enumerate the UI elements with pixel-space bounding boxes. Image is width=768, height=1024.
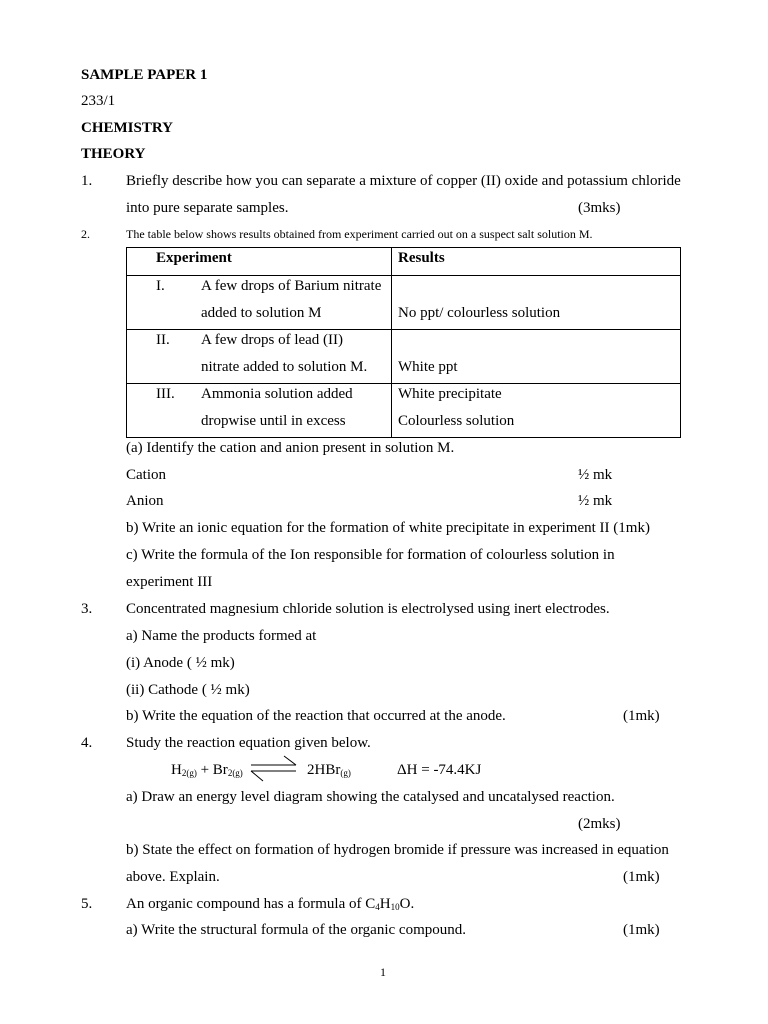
experiment-line2: added to solution M bbox=[201, 305, 322, 321]
result-line2: Colourless solution bbox=[398, 413, 515, 429]
product-subscript: (g) bbox=[340, 768, 351, 778]
q4-number: 4. bbox=[81, 735, 93, 751]
q3-cathode: (ii) Cathode ( ½ mk) bbox=[126, 682, 250, 698]
reaction-equation-product bbox=[307, 761, 351, 779]
q2-part-a: (a) Identify the cation and anion present in solution M. bbox=[126, 440, 455, 456]
q3-anode: (i) Anode ( ½ mk) bbox=[126, 655, 235, 671]
experiment-number: II. bbox=[156, 332, 170, 348]
q5-text-prefix: An organic compound has a formula of C bbox=[126, 896, 376, 912]
q4-part-a: a) Draw an energy level diagram showing the catalysed and uncatalysed reaction. bbox=[126, 789, 615, 805]
carbon-subscript: 4 bbox=[375, 902, 380, 912]
q3-part-b: b) Write the equation of the reaction that occurred at the anode. bbox=[126, 708, 506, 724]
table-header-cell bbox=[392, 248, 681, 276]
q3-text: Concentrated magnesium chloride solution is electrolysed using inert electrodes. bbox=[126, 601, 610, 617]
experiment-line2: dropwise until in excess bbox=[201, 413, 346, 429]
q4-part-b-line1: b) State the effect on formation of hydrogen bromide if pressure was increased in equation bbox=[126, 842, 669, 858]
results-table bbox=[126, 247, 681, 438]
header-experiment: Experiment bbox=[156, 250, 232, 266]
experiment-cell bbox=[127, 384, 392, 438]
enthalpy-change: ΔH = -74.4KJ bbox=[397, 762, 482, 778]
bromine-subscript: 2(g) bbox=[227, 768, 243, 778]
table-row bbox=[127, 384, 681, 438]
hydrogen-symbol: H bbox=[379, 896, 391, 912]
q2-part-c-line2: experiment III bbox=[126, 574, 213, 590]
q5-part-a: a) Write the structural formula of the organic compound. bbox=[126, 922, 466, 938]
result-line2: No ppt/ colourless solution bbox=[398, 305, 561, 321]
table-header-row bbox=[127, 248, 681, 276]
experiment-number: III. bbox=[156, 386, 175, 402]
q5-text bbox=[126, 895, 414, 913]
q4-part-b-line2: above. Explain. bbox=[126, 869, 220, 885]
result-cell bbox=[392, 276, 681, 330]
q3-number: 3. bbox=[81, 601, 93, 617]
q5-text-suffix: O. bbox=[399, 896, 415, 912]
hydrogen-symbol: H bbox=[171, 762, 182, 778]
q1-text-line2: into pure separate samples. bbox=[126, 200, 289, 216]
table-row bbox=[127, 330, 681, 384]
equilibrium-arrow-icon bbox=[249, 755, 299, 783]
q5-part-a-marks: (1mk) bbox=[623, 922, 660, 938]
q3-part-a: a) Name the products formed at bbox=[126, 628, 317, 644]
experiment-line2: nitrate added to solution M. bbox=[201, 359, 368, 375]
paper-title: SAMPLE PAPER 1 bbox=[81, 67, 208, 83]
header-results: Results bbox=[398, 250, 445, 266]
subject-title: CHEMISTRY bbox=[81, 120, 173, 136]
paper-type: THEORY bbox=[81, 146, 146, 162]
q3-part-b-marks: (1mk) bbox=[623, 708, 660, 724]
reaction-equation-reactants bbox=[171, 761, 243, 779]
q1-marks: (3mks) bbox=[578, 200, 621, 216]
q2-number: 2. bbox=[81, 227, 90, 241]
paper-code: 233/1 bbox=[81, 93, 116, 109]
result-line2: White ppt bbox=[398, 359, 458, 375]
hydrogen-subscript: 10 bbox=[390, 902, 400, 912]
experiment-cell bbox=[127, 330, 392, 384]
page-number: 1 bbox=[380, 965, 386, 979]
q5-number: 5. bbox=[81, 896, 93, 912]
table-header-cell bbox=[127, 248, 392, 276]
anion-label: Anion bbox=[126, 493, 164, 509]
product-symbol: 2HBr bbox=[307, 762, 341, 778]
bromine-symbol: + Br bbox=[196, 762, 228, 778]
experiment-line1: A few drops of lead (II) bbox=[201, 332, 344, 348]
q1-text-line1: Briefly describe how you can separate a mixture of copper (II) oxide and potassium chloride bbox=[126, 173, 681, 189]
experiment-cell bbox=[127, 276, 392, 330]
table-row bbox=[127, 276, 681, 330]
result-cell bbox=[392, 384, 681, 438]
q2-intro: The table below shows results obtained from experiment carried out on a suspect salt solution M. bbox=[126, 227, 593, 241]
q4-text: Study the reaction equation given below. bbox=[126, 735, 371, 751]
experiment-line1: A few drops of Barium nitrate bbox=[201, 278, 382, 294]
result-line1: White precipitate bbox=[398, 386, 502, 402]
cation-label: Cation bbox=[126, 467, 166, 483]
q4-part-b-marks: (1mk) bbox=[623, 869, 660, 885]
hydrogen-subscript: 2(g) bbox=[181, 768, 197, 778]
result-cell bbox=[392, 330, 681, 384]
experiment-line1: Ammonia solution added bbox=[201, 386, 353, 402]
q1-number: 1. bbox=[81, 173, 93, 189]
q4-part-a-marks: (2mks) bbox=[578, 816, 621, 832]
experiment-number: I. bbox=[156, 278, 165, 294]
cation-marks: ½ mk bbox=[578, 467, 613, 483]
q2-part-b: b) Write an ionic equation for the formation of white precipitate in experiment II (1mk) bbox=[126, 520, 650, 536]
anion-marks: ½ mk bbox=[578, 493, 613, 509]
q2-part-c-line1: c) Write the formula of the Ion responsible for formation of colourless solution in bbox=[126, 547, 615, 563]
